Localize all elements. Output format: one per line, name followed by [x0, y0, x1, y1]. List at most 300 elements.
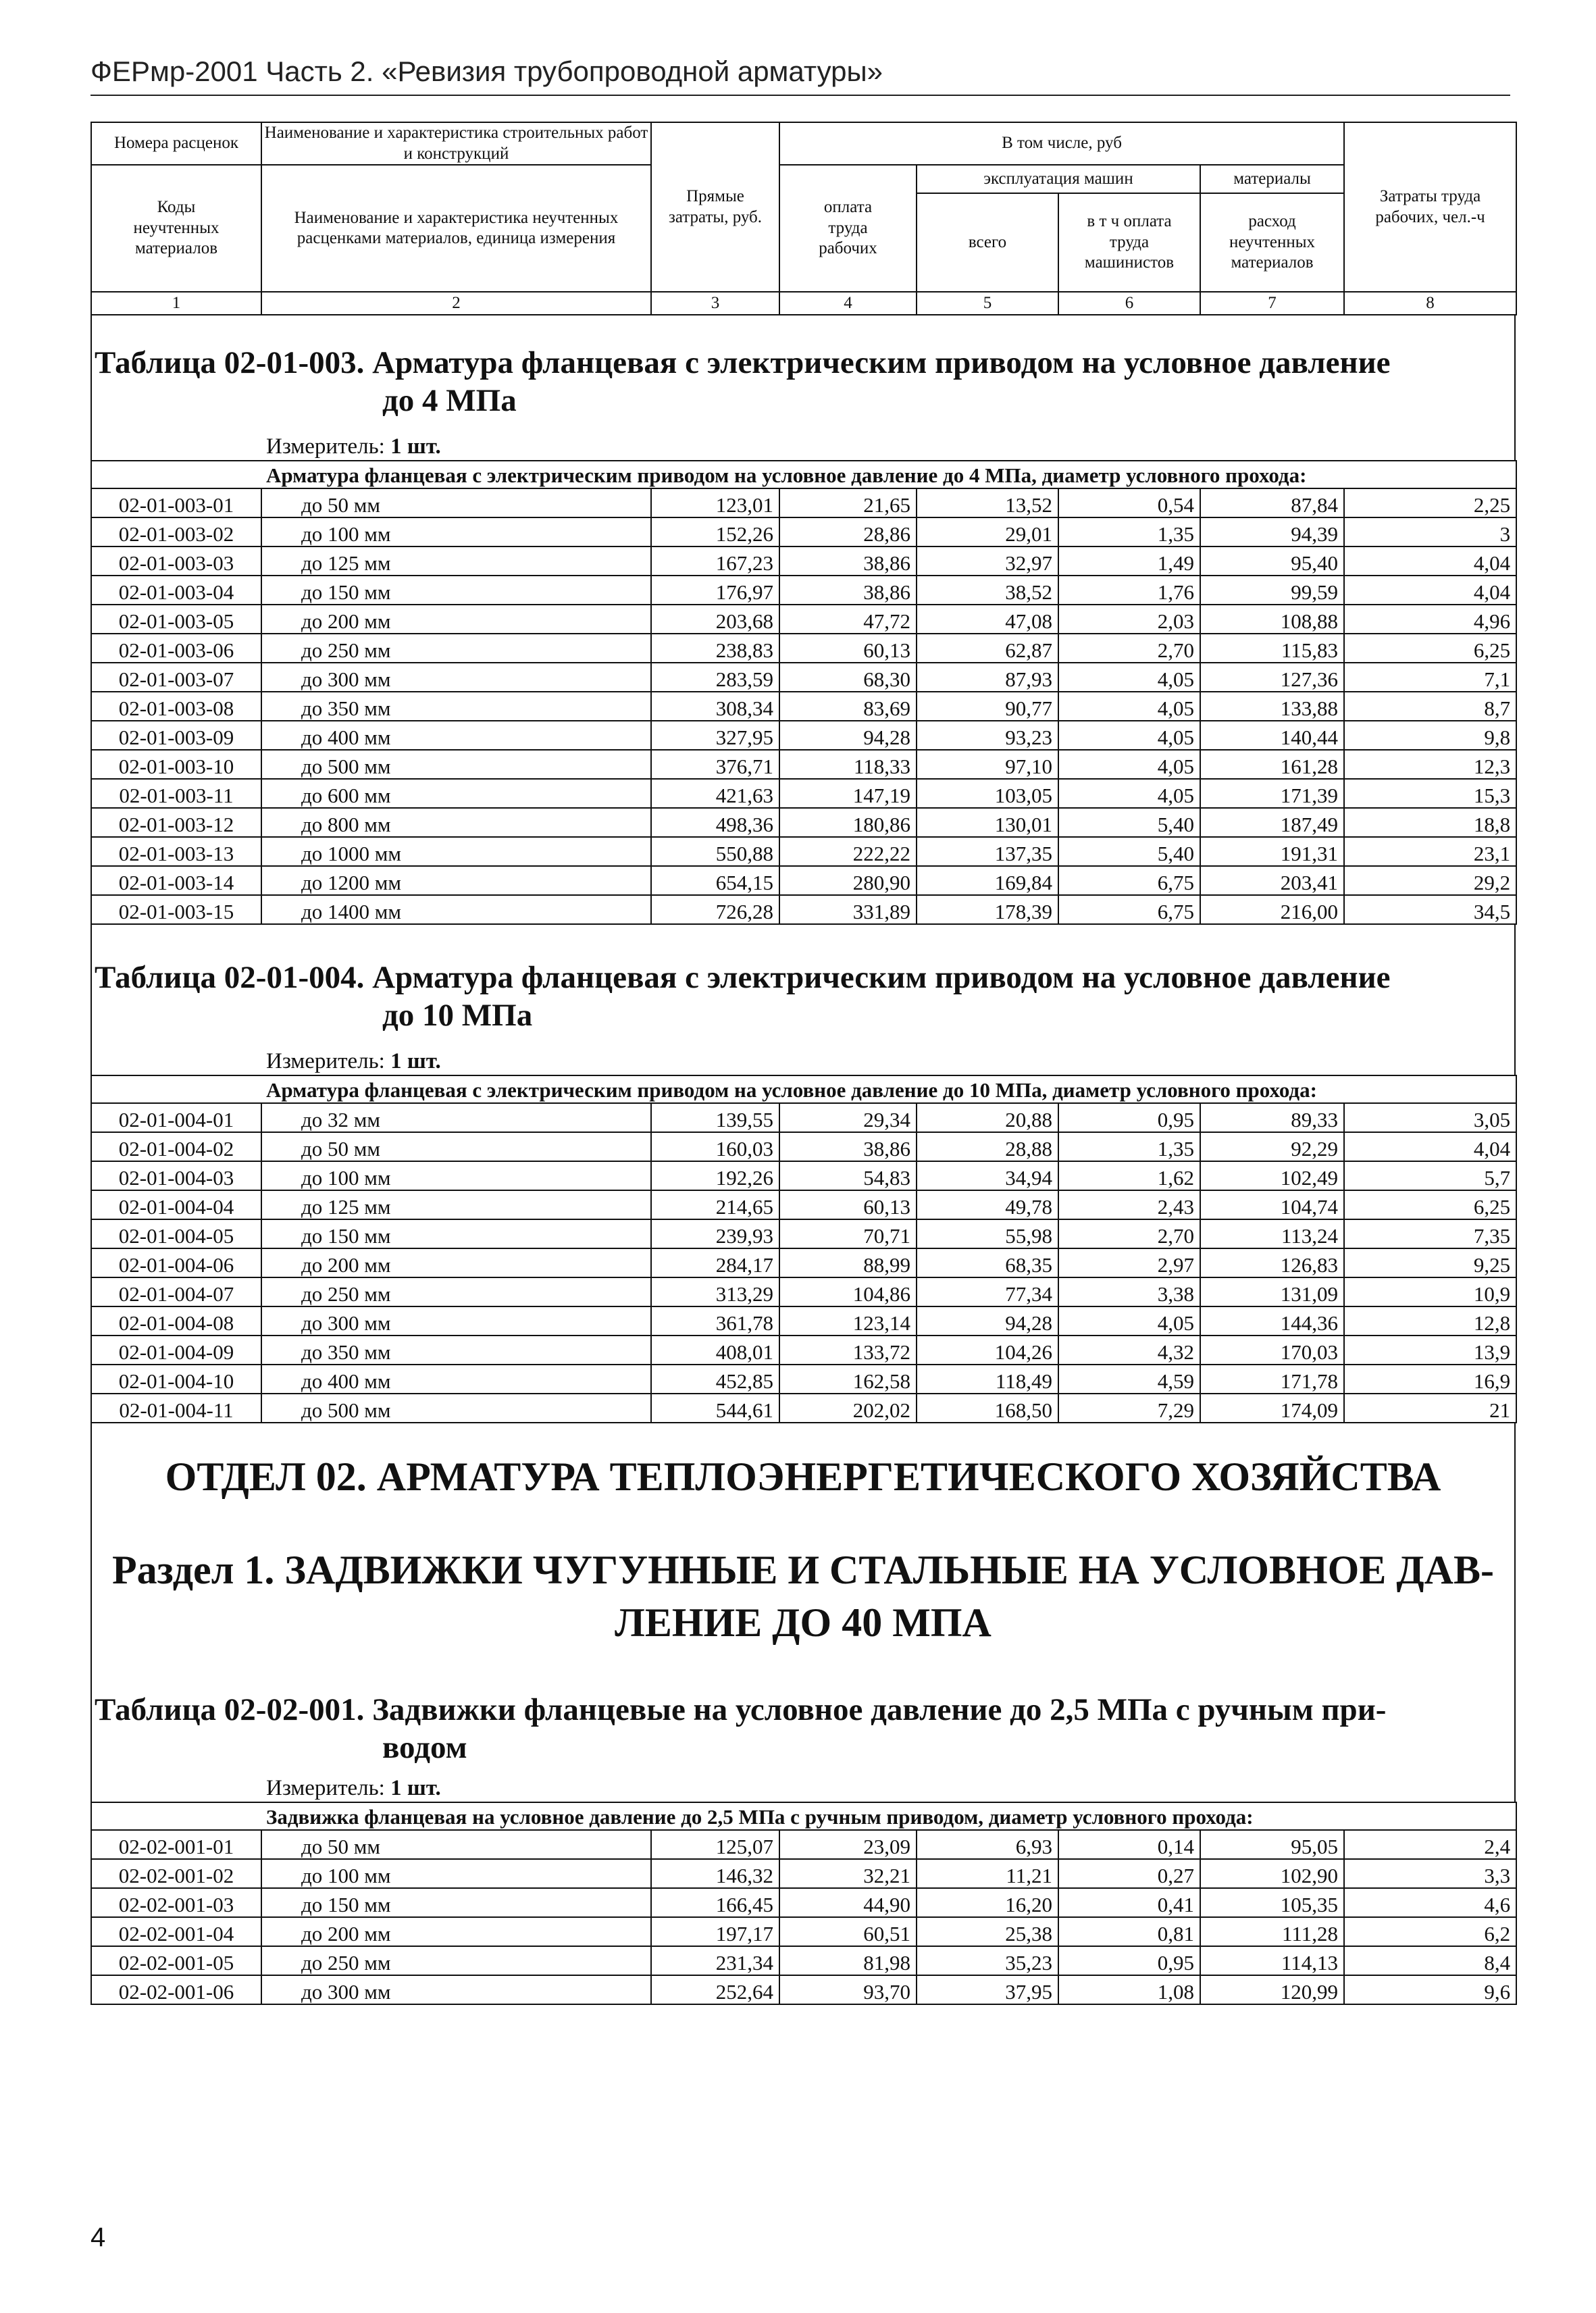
labor-hours: 3,05: [1344, 1103, 1516, 1132]
direct-costs: 125,07: [651, 1830, 779, 1859]
header-machines-total: всего: [917, 193, 1058, 292]
machines-total: 37,95: [917, 1975, 1058, 2004]
labor-hours: 3,3: [1344, 1859, 1516, 1888]
wages: 23,09: [779, 1830, 917, 1859]
labor-hours: 6,2: [1344, 1917, 1516, 1946]
rate-code: 02-01-003-05: [91, 605, 261, 634]
materials: 191,31: [1200, 837, 1344, 866]
machines-total: 55,98: [917, 1219, 1058, 1248]
machines-total: 104,26: [917, 1336, 1058, 1365]
machines-total: 28,88: [917, 1132, 1058, 1161]
machinists-wages: 0,81: [1058, 1917, 1200, 1946]
labor-hours: 9,25: [1344, 1248, 1516, 1277]
materials: 89,33: [1200, 1103, 1344, 1132]
materials: 126,83: [1200, 1248, 1344, 1277]
header-machines: эксплуатация машин: [917, 165, 1200, 193]
wages: 104,86: [779, 1277, 917, 1306]
item-name: до 100 мм: [261, 1859, 651, 1888]
item-name: до 250 мм: [261, 634, 651, 663]
machinists-wages: 1,49: [1058, 547, 1200, 576]
labor-hours: 13,9: [1344, 1336, 1516, 1365]
item-name: до 800 мм: [261, 808, 651, 837]
item-name: до 125 мм: [261, 547, 651, 576]
table-row: [91, 1190, 1516, 1219]
materials: 87,84: [1200, 488, 1344, 517]
wages: 68,30: [779, 663, 917, 692]
wages: 32,21: [779, 1859, 917, 1888]
meter: [92, 1776, 1514, 1802]
labor-hours: 7,1: [1344, 663, 1516, 692]
table-row: [91, 750, 1516, 779]
wages: 60,51: [779, 1917, 917, 1946]
machinists-wages: 5,40: [1058, 808, 1200, 837]
labor-hours: 18,8: [1344, 808, 1516, 837]
machinists-wages: 1,35: [1058, 1132, 1200, 1161]
machinists-wages: 6,75: [1058, 866, 1200, 895]
wages: 222,22: [779, 837, 917, 866]
table-caption: Задвижка фланцевая на условное давление до 2,5 МПа с ручным приводом, диаметр условного прохода:: [91, 1802, 1516, 1830]
wages: 21,65: [779, 488, 917, 517]
direct-costs: 197,17: [651, 1917, 779, 1946]
machines-total: 103,05: [917, 779, 1058, 808]
rate-code: 02-01-003-14: [91, 866, 261, 895]
labor-hours: 9,8: [1344, 721, 1516, 750]
direct-costs: 167,23: [651, 547, 779, 576]
document-frame: [91, 122, 1516, 2141]
direct-costs: 308,34: [651, 692, 779, 721]
machinists-wages: 2,70: [1058, 634, 1200, 663]
rate-code: 02-02-001-02: [91, 1859, 261, 1888]
machinists-wages: 1,08: [1058, 1975, 1200, 2004]
machinists-wages: 2,70: [1058, 1219, 1200, 1248]
wages: 162,58: [779, 1365, 917, 1394]
item-name: до 250 мм: [261, 1277, 651, 1306]
rate-code: 02-01-004-06: [91, 1248, 261, 1277]
machinists-wages: 4,05: [1058, 1306, 1200, 1336]
item-name: до 125 мм: [261, 1190, 651, 1219]
labor-hours: 12,8: [1344, 1306, 1516, 1336]
direct-costs: 152,26: [651, 517, 779, 547]
table-row: [91, 663, 1516, 692]
machines-total: 130,01: [917, 808, 1058, 837]
machines-total: 90,77: [917, 692, 1058, 721]
wages: 70,71: [779, 1219, 917, 1248]
materials: 133,88: [1200, 692, 1344, 721]
table-02-01-004-section: [91, 925, 1516, 1075]
rate-code: 02-01-003-13: [91, 837, 261, 866]
direct-costs: 239,93: [651, 1219, 779, 1248]
item-name: до 100 мм: [261, 1161, 651, 1190]
header-direct-costs: Прямые затраты, руб.: [651, 122, 779, 292]
direct-costs: 550,88: [651, 837, 779, 866]
table-title-line: до 10 МПа: [382, 998, 533, 1033]
item-name: до 150 мм: [261, 576, 651, 605]
wages: 133,72: [779, 1336, 917, 1365]
rate-code: 02-01-003-06: [91, 634, 261, 663]
machines-total: 32,97: [917, 547, 1058, 576]
table-row: [91, 1365, 1516, 1394]
machinists-wages: 0,14: [1058, 1830, 1200, 1859]
table-row: [91, 1336, 1516, 1365]
wages: 123,14: [779, 1306, 917, 1336]
machines-total: 6,93: [917, 1830, 1058, 1859]
item-name: до 50 мм: [261, 488, 651, 517]
header-codes-top: Номера расценок: [91, 122, 261, 165]
table-caption: Арматура фланцевая с электрическим приводом на условное давление до 4 МПа, диаметр условного прохода:: [91, 461, 1516, 488]
labor-hours: 4,04: [1344, 1132, 1516, 1161]
department-heading: ОТДЕЛ 02. АРМАТУРА ТЕПЛОЭНЕРГЕТИЧЕСКОГО ХОЗЯЙСТВА: [165, 1454, 1441, 1499]
machinists-wages: 6,75: [1058, 895, 1200, 924]
rate-code: 02-02-001-01: [91, 1830, 261, 1859]
machinists-wages: 4,05: [1058, 663, 1200, 692]
machinists-wages: 4,32: [1058, 1336, 1200, 1365]
column-header-table: [91, 122, 1517, 315]
item-name: до 32 мм: [261, 1103, 651, 1132]
table-02-02-001: [91, 1802, 1517, 2005]
rate-code: 02-01-004-10: [91, 1365, 261, 1394]
item-name: до 150 мм: [261, 1219, 651, 1248]
materials: 108,88: [1200, 605, 1344, 634]
rate-code: 02-01-003-02: [91, 517, 261, 547]
table-title-line: Таблица 02-01-004. Арматура фланцевая с электрическим приводом на условное давление: [95, 960, 1391, 995]
item-name: до 500 мм: [261, 1394, 651, 1423]
table-row: [91, 488, 1516, 517]
table-02-01-003-section: [91, 315, 1516, 460]
table-caption: Арматура фланцевая с электрическим приводом на условное давление до 10 МПа, диаметр условного прохода:: [91, 1075, 1516, 1103]
table-title: [92, 1691, 1514, 1766]
item-name: до 250 мм: [261, 1946, 651, 1975]
labor-hours: 4,04: [1344, 547, 1516, 576]
direct-costs: 498,36: [651, 808, 779, 837]
table-row: [91, 1888, 1516, 1917]
machinists-wages: 2,43: [1058, 1190, 1200, 1219]
item-name: до 350 мм: [261, 1336, 651, 1365]
materials: 174,09: [1200, 1394, 1344, 1423]
wages: 60,13: [779, 634, 917, 663]
rate-code: 02-01-003-03: [91, 547, 261, 576]
rate-code: 02-02-001-04: [91, 1917, 261, 1946]
wages: 60,13: [779, 1190, 917, 1219]
materials: 99,59: [1200, 576, 1344, 605]
table-row: [91, 1306, 1516, 1336]
meter-value: 1 шт.: [390, 1049, 441, 1073]
machinists-wages: 1,76: [1058, 576, 1200, 605]
header-materials: материалы: [1200, 165, 1344, 193]
rate-code: 02-01-004-01: [91, 1103, 261, 1132]
item-name: до 50 мм: [261, 1132, 651, 1161]
item-name: до 300 мм: [261, 663, 651, 692]
meter-label: Измеритель:: [266, 1049, 385, 1073]
item-name: до 50 мм: [261, 1830, 651, 1859]
machinists-wages: 4,05: [1058, 750, 1200, 779]
wages: 147,19: [779, 779, 917, 808]
materials: 105,35: [1200, 1888, 1344, 1917]
rate-code: 02-01-003-12: [91, 808, 261, 837]
item-name: до 200 мм: [261, 1917, 651, 1946]
table-row: [91, 866, 1516, 895]
labor-hours: 16,9: [1344, 1365, 1516, 1394]
direct-costs: 283,59: [651, 663, 779, 692]
item-name: до 400 мм: [261, 1365, 651, 1394]
materials: 115,83: [1200, 634, 1344, 663]
header-labor-costs: Затраты труда рабочих, чел.-ч: [1344, 122, 1516, 292]
item-name: до 400 мм: [261, 721, 651, 750]
materials: 216,00: [1200, 895, 1344, 924]
rate-code: 02-01-003-01: [91, 488, 261, 517]
col-num: 4: [779, 292, 917, 315]
table-row: [91, 1103, 1516, 1132]
table-row: [91, 605, 1516, 634]
meter-label: Измеритель:: [266, 1776, 385, 1800]
rate-code: 02-01-003-04: [91, 576, 261, 605]
table-title: [92, 959, 1514, 1034]
rate-code: 02-01-004-04: [91, 1190, 261, 1219]
materials: 111,28: [1200, 1917, 1344, 1946]
machines-total: 93,23: [917, 721, 1058, 750]
machinists-wages: 4,59: [1058, 1365, 1200, 1394]
table-row: [91, 576, 1516, 605]
wages: 38,86: [779, 1132, 917, 1161]
item-name: до 350 мм: [261, 692, 651, 721]
materials: 120,99: [1200, 1975, 1344, 2004]
wages: 280,90: [779, 866, 917, 895]
wages: 88,99: [779, 1248, 917, 1277]
machines-total: 25,38: [917, 1917, 1058, 1946]
rate-code: 02-01-004-09: [91, 1336, 261, 1365]
table-row: [91, 808, 1516, 837]
rate-code: 02-01-003-15: [91, 895, 261, 924]
item-name: до 150 мм: [261, 1888, 651, 1917]
wages: 94,28: [779, 721, 917, 750]
header-machinists-wages: в т ч оплата труда машинистов: [1058, 193, 1200, 292]
machines-total: 118,49: [917, 1365, 1058, 1394]
table-row: [91, 1859, 1516, 1888]
table-title-line: водом: [382, 1730, 467, 1765]
table-row: [91, 547, 1516, 576]
labor-hours: 9,6: [1344, 1975, 1516, 2004]
col-num: 2: [261, 292, 651, 315]
table-row: [91, 1248, 1516, 1277]
rate-code: 02-01-004-08: [91, 1306, 261, 1336]
table-title-line: Таблица 02-01-003. Арматура фланцевая с электрическим приводом на условное давление: [95, 345, 1391, 380]
machinists-wages: 0,95: [1058, 1946, 1200, 1975]
direct-costs: 203,68: [651, 605, 779, 634]
machinists-wages: 1,62: [1058, 1161, 1200, 1190]
materials: 104,74: [1200, 1190, 1344, 1219]
labor-hours: 8,4: [1344, 1946, 1516, 1975]
machines-total: 68,35: [917, 1248, 1058, 1277]
labor-hours: 6,25: [1344, 1190, 1516, 1219]
machinists-wages: 0,95: [1058, 1103, 1200, 1132]
table-row: [91, 1830, 1516, 1859]
labor-hours: 6,25: [1344, 634, 1516, 663]
item-name: до 1200 мм: [261, 866, 651, 895]
machines-total: 97,10: [917, 750, 1058, 779]
direct-costs: 192,26: [651, 1161, 779, 1190]
rate-code: 02-01-004-11: [91, 1394, 261, 1423]
page-number: 4: [91, 2222, 106, 2252]
col-num: 8: [1344, 292, 1516, 315]
direct-costs: 421,63: [651, 779, 779, 808]
labor-hours: 8,7: [1344, 692, 1516, 721]
direct-costs: 452,85: [651, 1365, 779, 1394]
col-num: 7: [1200, 292, 1344, 315]
rate-code: 02-01-004-03: [91, 1161, 261, 1190]
machinists-wages: 0,27: [1058, 1859, 1200, 1888]
machines-total: 11,21: [917, 1859, 1058, 1888]
item-name: до 300 мм: [261, 1306, 651, 1336]
labor-hours: 10,9: [1344, 1277, 1516, 1306]
labor-hours: 4,96: [1344, 605, 1516, 634]
machinists-wages: 4,05: [1058, 721, 1200, 750]
direct-costs: 252,64: [651, 1975, 779, 2004]
col-num: 3: [651, 292, 779, 315]
machinists-wages: 5,40: [1058, 837, 1200, 866]
labor-hours: 2,25: [1344, 488, 1516, 517]
item-name: до 1000 мм: [261, 837, 651, 866]
labor-hours: 21: [1344, 1394, 1516, 1423]
wages: 81,98: [779, 1946, 917, 1975]
machinists-wages: 0,54: [1058, 488, 1200, 517]
materials: 203,41: [1200, 866, 1344, 895]
direct-costs: 544,61: [651, 1394, 779, 1423]
machines-total: 178,39: [917, 895, 1058, 924]
machines-total: 35,23: [917, 1946, 1058, 1975]
direct-costs: 313,29: [651, 1277, 779, 1306]
direct-costs: 214,65: [651, 1190, 779, 1219]
table-row: [91, 1946, 1516, 1975]
labor-hours: 15,3: [1344, 779, 1516, 808]
meter-label: Измеритель:: [266, 434, 385, 459]
direct-costs: 160,03: [651, 1132, 779, 1161]
machinists-wages: 3,38: [1058, 1277, 1200, 1306]
direct-costs: 284,17: [651, 1248, 779, 1277]
rate-code: 02-01-003-11: [91, 779, 261, 808]
col-num: 1: [91, 292, 261, 315]
machines-total: 13,52: [917, 488, 1058, 517]
direct-costs: 654,15: [651, 866, 779, 895]
table-row: [91, 1917, 1516, 1946]
direct-costs: 139,55: [651, 1103, 779, 1132]
labor-hours: 2,4: [1344, 1830, 1516, 1859]
meter-value: 1 шт.: [390, 434, 441, 459]
table-row: [91, 837, 1516, 866]
materials: 95,05: [1200, 1830, 1344, 1859]
rate-code: 02-01-003-07: [91, 663, 261, 692]
materials: 171,39: [1200, 779, 1344, 808]
item-name: до 200 мм: [261, 605, 651, 634]
machines-total: 20,88: [917, 1103, 1058, 1132]
direct-costs: 327,95: [651, 721, 779, 750]
direct-costs: 176,97: [651, 576, 779, 605]
materials: 140,44: [1200, 721, 1344, 750]
running-header: ФЕРмр-2001 Часть 2. «Ревизия трубопроводной арматуры»: [91, 55, 883, 87]
machinists-wages: 4,05: [1058, 692, 1200, 721]
labor-hours: 34,5: [1344, 895, 1516, 924]
machines-total: 34,94: [917, 1161, 1058, 1190]
machinists-wages: 2,97: [1058, 1248, 1200, 1277]
materials: 127,36: [1200, 663, 1344, 692]
wages: 47,72: [779, 605, 917, 634]
rate-code: 02-01-004-02: [91, 1132, 261, 1161]
direct-costs: 123,01: [651, 488, 779, 517]
table-title-line: до 4 МПа: [382, 383, 517, 418]
labor-hours: 7,35: [1344, 1219, 1516, 1248]
machines-total: 94,28: [917, 1306, 1058, 1336]
table-row: [91, 1219, 1516, 1248]
rate-code: 02-01-003-10: [91, 750, 261, 779]
department-section: [91, 1423, 1516, 1802]
materials: 95,40: [1200, 547, 1344, 576]
direct-costs: 361,78: [651, 1306, 779, 1336]
meter: [92, 1049, 1514, 1075]
materials: 131,09: [1200, 1277, 1344, 1306]
table-row: [91, 634, 1516, 663]
table-title-line: Таблица 02-02-001. Задвижки фланцевые на условное давление до 2,5 МПа с ручным при-: [95, 1692, 1387, 1727]
rate-code: 02-01-003-09: [91, 721, 261, 750]
direct-costs: 166,45: [651, 1888, 779, 1917]
table-row: [91, 1394, 1516, 1423]
table-row: [91, 517, 1516, 547]
item-name: до 1400 мм: [261, 895, 651, 924]
direct-costs: 376,71: [651, 750, 779, 779]
item-name: до 500 мм: [261, 750, 651, 779]
section-heading-line: Раздел 1. ЗАДВИЖКИ ЧУГУННЫЕ И СТАЛЬНЫЕ НА УСЛОВНОЕ ДАВ-: [112, 1548, 1494, 1592]
table-row: [91, 895, 1516, 924]
materials: 170,03: [1200, 1336, 1344, 1365]
materials: 144,36: [1200, 1306, 1344, 1336]
materials: 161,28: [1200, 750, 1344, 779]
header-wages: оплата труда рабочих: [779, 165, 917, 292]
table-row: [91, 1975, 1516, 2004]
rate-code: 02-02-001-06: [91, 1975, 261, 2004]
machinists-wages: 7,29: [1058, 1394, 1200, 1423]
machines-total: 77,34: [917, 1277, 1058, 1306]
meter-value: 1 шт.: [390, 1776, 441, 1800]
rate-code: 02-01-003-08: [91, 692, 261, 721]
wages: 54,83: [779, 1161, 917, 1190]
machines-total: 137,35: [917, 837, 1058, 866]
col-num: 6: [1058, 292, 1200, 315]
item-name: до 600 мм: [261, 779, 651, 808]
rate-code: 02-01-004-07: [91, 1277, 261, 1306]
materials: 187,49: [1200, 808, 1344, 837]
direct-costs: 238,83: [651, 634, 779, 663]
wages: 180,86: [779, 808, 917, 837]
header-name-bottom: Наименование и характеристика неучтенных расценками материалов, единица измерения: [261, 165, 651, 292]
table-title: [92, 344, 1514, 420]
header-codes-bottom: Коды неучтенных материалов: [91, 165, 261, 292]
section-heading-line: ЛЕНИЕ ДО 40 МПА: [615, 1600, 992, 1645]
wages: 44,90: [779, 1888, 917, 1917]
table-02-01-004: [91, 1075, 1517, 1423]
machines-total: 87,93: [917, 663, 1058, 692]
labor-hours: 5,7: [1344, 1161, 1516, 1190]
col-num: 5: [917, 292, 1058, 315]
labor-hours: 4,6: [1344, 1888, 1516, 1917]
direct-costs: 726,28: [651, 895, 779, 924]
labor-hours: 29,2: [1344, 866, 1516, 895]
machines-total: 38,52: [917, 576, 1058, 605]
materials: 102,49: [1200, 1161, 1344, 1190]
direct-costs: 408,01: [651, 1336, 779, 1365]
materials: 171,78: [1200, 1365, 1344, 1394]
wages: 202,02: [779, 1394, 917, 1423]
materials: 114,13: [1200, 1946, 1344, 1975]
wages: 118,33: [779, 750, 917, 779]
machinists-wages: 1,35: [1058, 517, 1200, 547]
wages: 331,89: [779, 895, 917, 924]
